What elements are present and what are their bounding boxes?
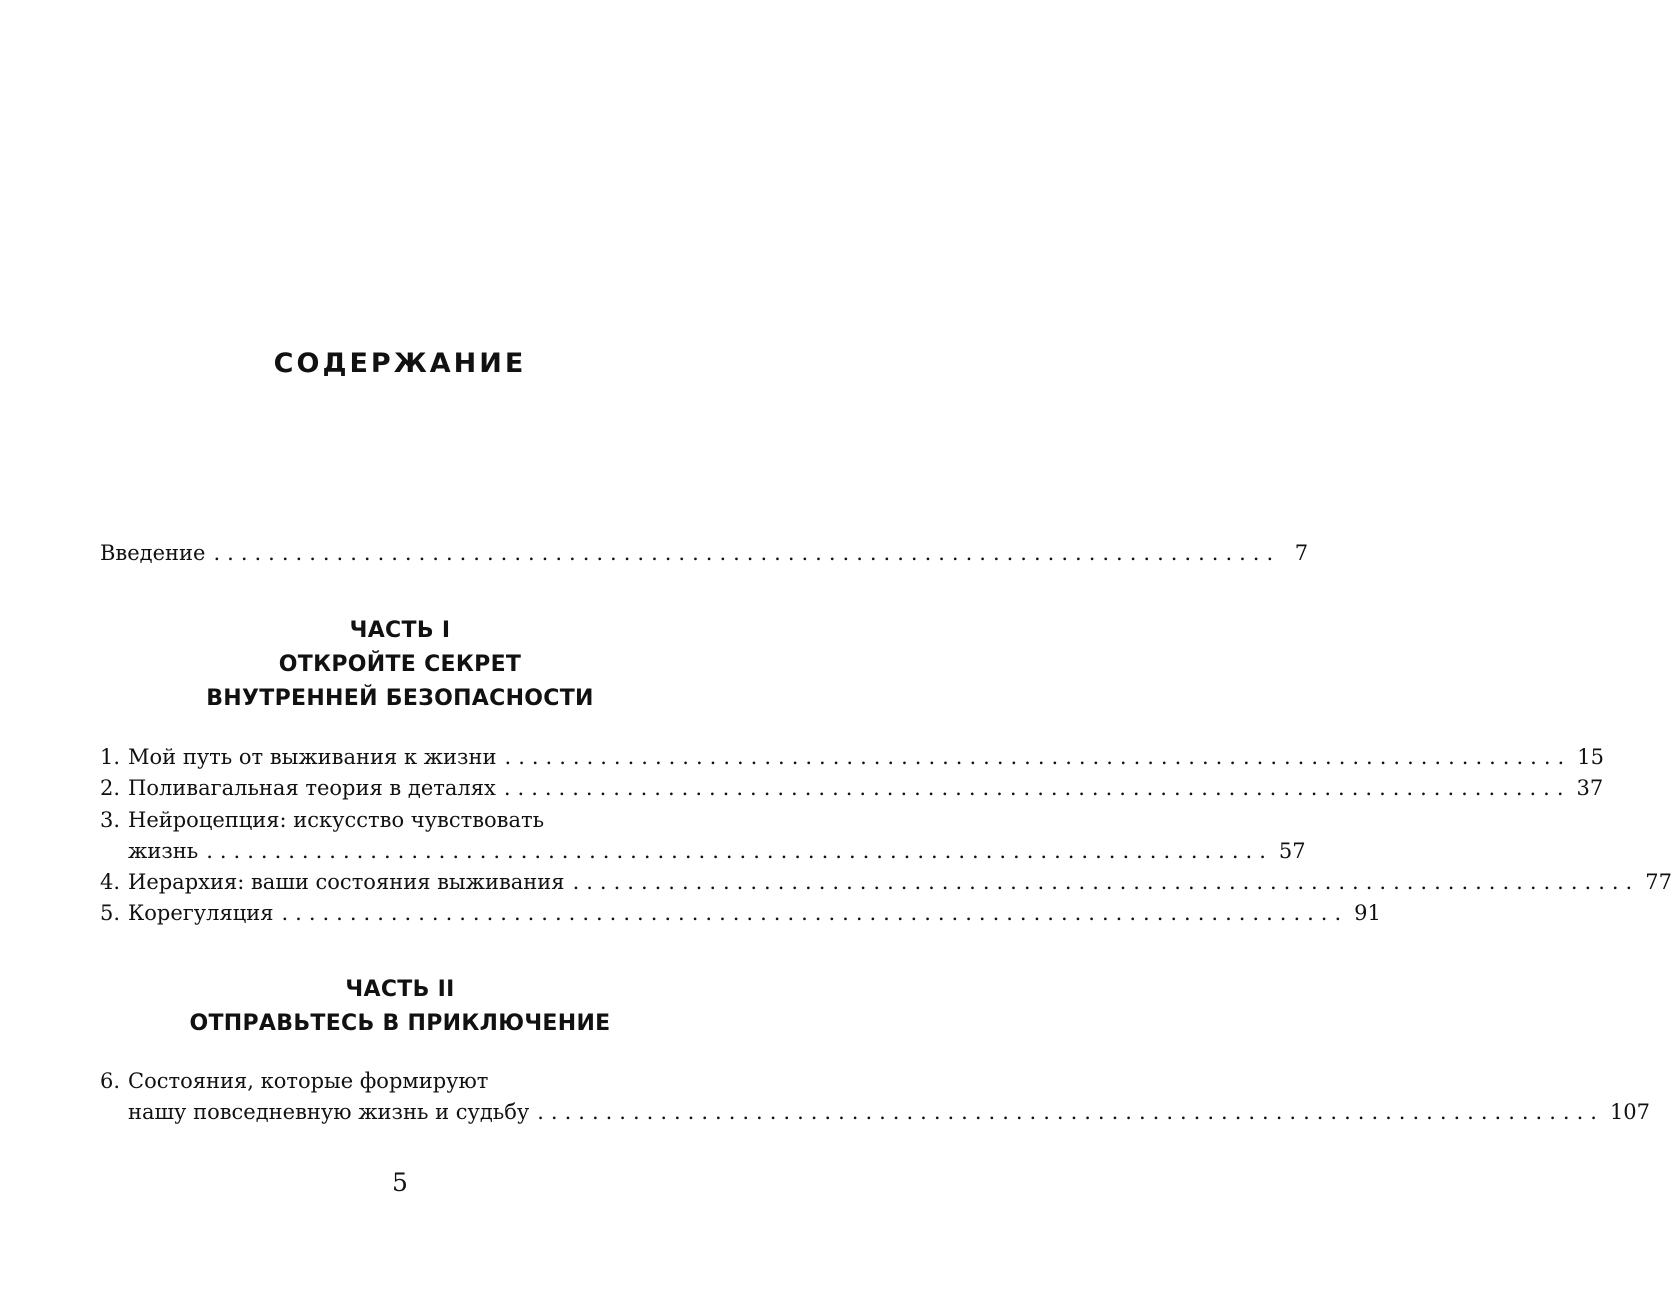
chapter-number: 3.: [100, 808, 121, 832]
toc-entry-page: 107: [1609, 1100, 1651, 1124]
dot-leader: ..............................................................................: [281, 901, 1349, 925]
toc-entry-intro: [100, 538, 1309, 568]
page-title: СОДЕРЖАНИЕ: [273, 348, 527, 379]
toc-entry-chapter-6-continued: [100, 1097, 1651, 1127]
chapter-number: 2.: [100, 776, 121, 800]
toc-entry-chapter-6: [100, 1066, 690, 1096]
toc-entry-title: Корегуляция: [128, 901, 274, 925]
toc-entry-page: 7: [1294, 541, 1309, 565]
toc-entry-title: Мой путь от выживания к жизни: [128, 745, 497, 769]
chapter-number: 6.: [100, 1069, 121, 1093]
toc-entry-title: Нейроцепция: искусство чувствовать: [128, 808, 545, 832]
part1-title-line2: ВНУТРЕННЕЙ БЕЗОПАСНОСТИ: [206, 686, 594, 711]
toc-entry-title: Введение: [100, 541, 206, 565]
toc-entry-chapter-5: [100, 898, 1381, 928]
toc-entry-title: Поливагальная теория в деталях: [128, 776, 496, 800]
chapter-number: 5.: [100, 901, 121, 925]
toc-entry-chapter-3-continued: [100, 836, 1306, 866]
chapter-number: 1.: [100, 745, 121, 769]
dot-leader: ..............................................................................: [503, 776, 1571, 800]
toc-entry-title: Иерархия: ваши состояния выживания: [128, 870, 565, 894]
toc-entry-title-continued: нашу повседневную жизнь и судьбу: [128, 1100, 530, 1124]
toc-entry-page: 57: [1278, 839, 1306, 863]
part1-title-line1: ОТКРОЙТЕ СЕКРЕТ: [278, 652, 522, 677]
toc-entry-chapter-2: [100, 773, 1604, 803]
dot-leader: ..............................................................................: [504, 745, 1572, 769]
dot-leader: ..............................................................................: [537, 1100, 1604, 1124]
toc-entry-chapter-3: [100, 805, 690, 835]
part2-label: ЧАСТЬ II: [345, 977, 455, 1002]
toc-entry-chapter-1: [100, 742, 1604, 772]
dot-leader: ..............................................................................: [572, 870, 1640, 894]
page-number: 5: [392, 1168, 408, 1197]
toc-entry-title-continued: жизнь: [128, 839, 199, 863]
toc-entry-page: 77: [1645, 870, 1672, 894]
dot-leader: ..............................................................................: [206, 839, 1273, 863]
toc-entry-page: 91: [1354, 901, 1381, 925]
toc-entry-title: Состояния, которые формируют: [128, 1069, 489, 1093]
toc-entry-chapter-4: [100, 867, 1672, 897]
dot-leader: ..............................................................................: [213, 541, 1281, 565]
chapter-number: 4.: [100, 870, 121, 894]
part1-label: ЧАСТЬ I: [349, 618, 451, 643]
toc-entry-page: 37: [1576, 776, 1604, 800]
toc-entry-page: 15: [1577, 745, 1604, 769]
part2-title-line1: ОТПРАВЬТЕСЬ В ПРИКЛЮЧЕНИЕ: [189, 1011, 611, 1036]
